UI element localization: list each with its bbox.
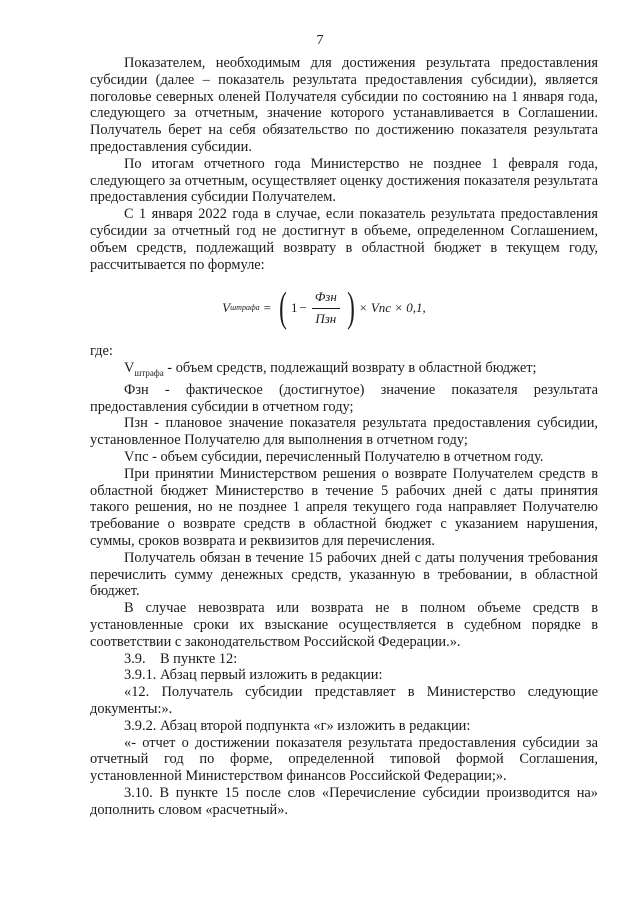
paragraph: 3.9.1. Абзац первый изложить в редакции: bbox=[124, 667, 383, 684]
definition-item bbox=[90, 382, 598, 416]
paragraph: «- отчет о достижении показателя результата предоставления субсидии за отчетный год по форме, определенной типовой формой Соглашения, установленной Министерством финансов Российской Федерации;». bbox=[90, 734, 598, 785]
definition-symbol: Vпс bbox=[124, 449, 149, 466]
definition-text: - объем субсидии, перечисленный Получателю в отчетном году. bbox=[148, 449, 544, 466]
document-body bbox=[90, 55, 598, 819]
paragraph: 3.10. В пункте 15 после слов «Перечисление субсидии производится на» дополнить словом «расчетный». bbox=[90, 784, 598, 818]
definition-item bbox=[90, 360, 598, 382]
paragraph: 3.9.2. Абзац второй подпункта «г» изложить в редакции: bbox=[124, 717, 471, 734]
formula-minus: − bbox=[299, 299, 307, 315]
page-number: 7 bbox=[316, 33, 324, 48]
formula-rhs: × Vпс × 0,1, bbox=[358, 299, 426, 315]
definition-symbol: Фзн bbox=[124, 381, 149, 398]
formula-numerator: Фзн bbox=[312, 289, 340, 309]
formula-one: 1 bbox=[290, 299, 298, 315]
formula-equals: = bbox=[263, 299, 271, 315]
definition-item bbox=[90, 449, 598, 466]
definition-subscript: штрафа bbox=[134, 368, 164, 379]
formula-fraction bbox=[312, 289, 340, 328]
paragraph: Показателем, необходимым для достижения результата предоставления субсидии (далее – показатель результата предоставления субсидии), является поголовье северных оленей Получателя субсидии по состоянию на 1 января года, следующего за отчетным, значение которого устанавливается в Соглашении. Получатель берет на себя обязательство по достижению показателя результата предоставления субсидии. bbox=[90, 55, 598, 155]
paragraph: При принятии Министерством решения о возврате Получателем средств в областной бюджет Министерство в течение 5 рабочих дней с даты принятия такого решения, но не позднее 1 апреля текущего года направляет Получателю требование о возврате средств в областной бюджет с указанием нарушения, суммы, сроков возврата и реквизитов для перечисления. bbox=[90, 465, 598, 549]
definition-text: - объем средств, подлежащий возврату в областной бюджет; bbox=[163, 360, 537, 377]
formula-open-paren: ( bbox=[279, 285, 287, 332]
paragraph: С 1 января 2022 года в случае, если показатель результата предоставления субсидии за отчетный год не достигнут в объеме, определенном Соглашением, объем средств, подлежащий возврату в областной бюджет в текущем году, рассчитывается по формуле: bbox=[90, 206, 598, 273]
where-label: где: bbox=[90, 343, 113, 360]
definition-symbol: V bbox=[124, 360, 135, 377]
definition-item bbox=[90, 415, 598, 449]
formula-lhs-symbol: V bbox=[222, 299, 231, 315]
definition-text: - плановое значение показателя результата предоставления субсидии, установленное Получателю для выполнения в отчетном году; bbox=[90, 415, 598, 449]
definition-text: - фактическое (достигнутое) значение показателя результата предоставления субсидии в отчетном году; bbox=[90, 381, 598, 415]
paragraph: В случае невозврата или возврата не в полном объеме средств в установленные сроки их взыскание осуществляется в судебном порядке в соответствии с законодательством Российской Федерации.». bbox=[90, 600, 598, 650]
paragraph: Получатель обязан в течение 15 рабочих дней с даты получения требования перечислить сумму денежных средств, указанную в требовании, в областной бюджет. bbox=[90, 549, 598, 600]
formula-denominator: Пзн bbox=[315, 310, 337, 326]
paragraph: 3.9. В пункте 12: bbox=[124, 650, 238, 667]
formula-lhs-subscript: штрафа bbox=[230, 302, 260, 312]
paragraph: «12. Получатель субсидии представляет в Министерство следующие документы:». bbox=[90, 684, 598, 717]
formula-close-paren: ) bbox=[346, 285, 355, 332]
paragraph: По итогам отчетного года Министерство не позднее 1 февраля года, следующего за отчетным, осуществляет оценку достижения показателя результата предоставления субсидии Получателем. bbox=[90, 155, 598, 206]
penalty-formula bbox=[90, 273, 598, 343]
definition-symbol: Пзн bbox=[124, 415, 148, 432]
